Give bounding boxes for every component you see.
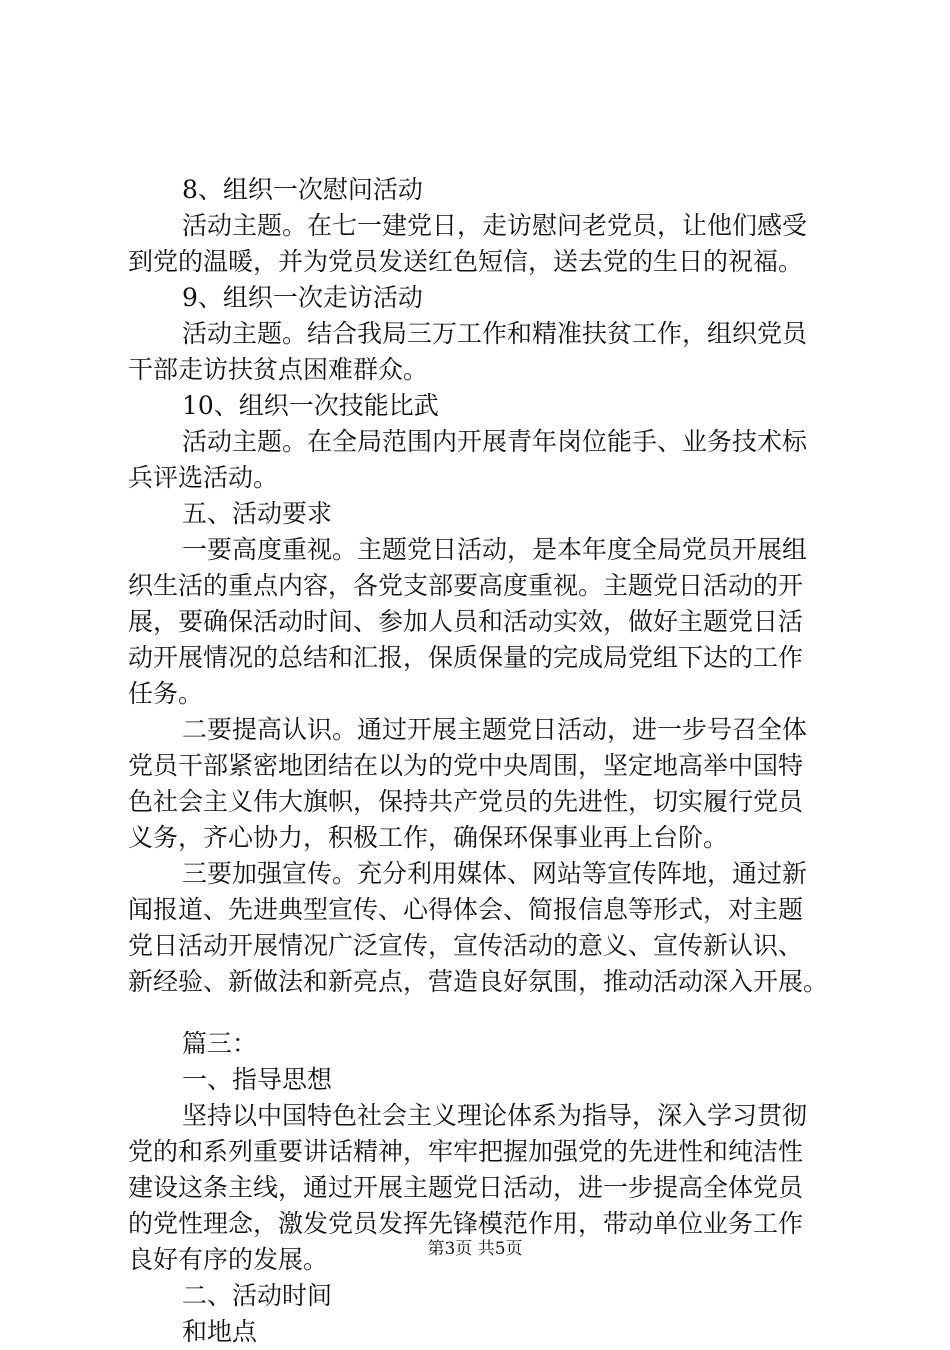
chapter-heading: 篇三： xyxy=(182,1029,258,1058)
paragraph-line: 党员干部紧密地团结在以为的党中央周围，坚定地高举中国特 xyxy=(128,751,804,780)
heading-skill-contest: 10、组织一次技能比武 xyxy=(182,391,439,420)
section-heading-activity-time: 二、活动时间 xyxy=(182,1281,333,1310)
paragraph-line: 活动主题。在七一建党日，走访慰问老党员，让他们感受 xyxy=(182,211,808,240)
paragraph-line: 良好有序的发展。 xyxy=(128,1245,329,1274)
paragraph-line: 的党性理念，激发党员发挥先锋模范作用，带动单位业务工作 xyxy=(128,1209,804,1238)
paragraph-line: 和地点 xyxy=(182,1317,258,1346)
paragraph-line: 干部走访扶贫点困难群众。 xyxy=(128,355,429,384)
paragraph-line: 义务，齐心协力，积极工作，确保环保事业再上台阶。 xyxy=(128,823,729,852)
paragraph-line: 新经验、新做法和新亮点，营造良好氛围，推动活动深入开展。 xyxy=(128,967,829,996)
paragraph-line: 活动主题。在全局范围内开展青年岗位能手、业务技术标 xyxy=(182,427,808,456)
paragraph-line: 三要加强宣传。充分利用媒体、网站等宣传阵地，通过新 xyxy=(182,859,808,888)
paragraph-line: 党日活动开展情况广泛宣传，宣传活动的意义、宣传新认识、 xyxy=(128,931,804,960)
page-number-footer: 第3页 共5页 xyxy=(427,1239,523,1259)
paragraph-line: 色社会主义伟大旗帜，保持共产党员的先进性，切实履行党员 xyxy=(128,787,804,816)
section-heading-guiding-ideology: 一、指导思想 xyxy=(182,1065,333,1094)
paragraph-line: 到党的温暖，并为党员发送红色短信，送去党的生日的祝福。 xyxy=(128,247,804,276)
paragraph-line: 兵评选活动。 xyxy=(128,463,279,492)
paragraph-line: 任务。 xyxy=(128,679,204,708)
paragraph-line: 动开展情况的总结和汇报，保质保量的完成局党组下达的工作 xyxy=(128,643,804,672)
paragraph-line: 建设这条主线，通过开展主题党日活动，进一步提高全体党员 xyxy=(128,1173,804,1202)
paragraph-line: 党的和系列重要讲话精神，牢牢把握加强党的先进性和纯洁性 xyxy=(128,1137,804,1166)
paragraph-line: 一要高度重视。主题党日活动，是本年度全局党员开展组 xyxy=(182,535,808,564)
paragraph-line: 闻报道、先进典型宣传、心得体会、简报信息等形式，对主题 xyxy=(128,895,804,924)
paragraph-line: 二要提高认识。通过开展主题党日活动，进一步号召全体 xyxy=(182,715,808,744)
heading-condolence-activity: 8、组织一次慰问活动 xyxy=(182,175,423,204)
paragraph-line: 展，要确保活动时间、参加人员和活动实效，做好主题党日活 xyxy=(128,607,804,636)
heading-visit-activity: 9、组织一次走访活动 xyxy=(182,283,423,312)
paragraph-line: 织生活的重点内容，各党支部要高度重视。主题党日活动的开 xyxy=(128,571,804,600)
section-heading-requirements: 五、活动要求 xyxy=(182,499,333,528)
paragraph-line: 坚持以中国特色社会主义理论体系为指导，深入学习贯彻 xyxy=(182,1101,808,1130)
paragraph-line: 活动主题。结合我局三万工作和精准扶贫工作，组织党员 xyxy=(182,319,808,348)
